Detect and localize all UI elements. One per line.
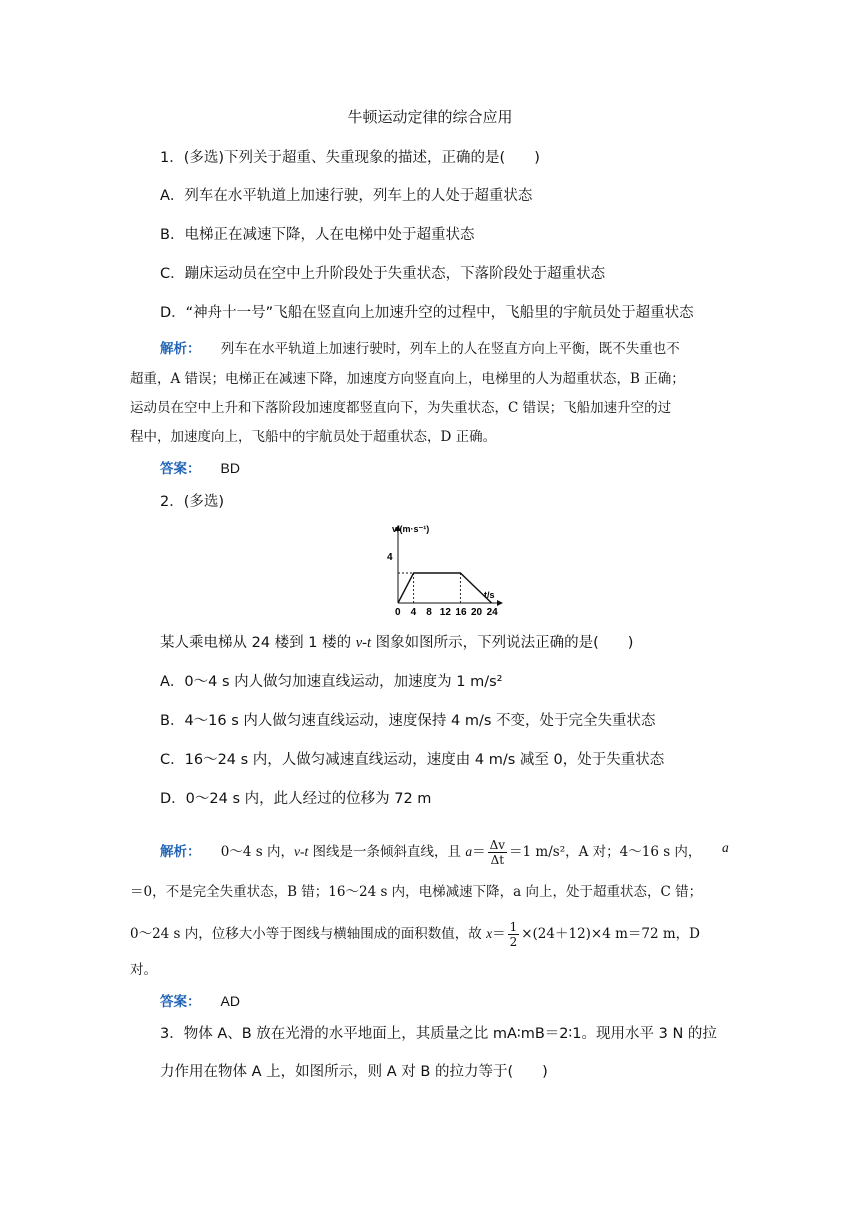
x-tick-label: 4 <box>410 607 417 618</box>
q1-option-a: A．列车在水平轨道上加速行驶，列车上的人处于超重状态 <box>160 188 533 204</box>
q1-analysis-label: 解析： <box>160 341 201 357</box>
q1-answer-value: BD <box>220 460 240 476</box>
x-tick-labels <box>395 607 498 618</box>
q2-option-a: A．0～4 s 内人做匀加速直线运动，加速度为 1 m/s² <box>160 674 503 690</box>
page-title: 牛顿运动定律的综合应用 <box>347 108 513 126</box>
q1-analysis-line-3: 运动员在空中上升和下落阶段加速度都竖直向下，为失重状态，C 错误；飞船加速升空的过 <box>130 400 672 416</box>
q1-option-c: C．蹦床运动员在空中上升阶段处于失重状态，下落阶段处于超重状态 <box>160 266 606 282</box>
q3-line-2: 力作用在物体 A 上，如图所示，则 A 对 B 的拉力等于( ) <box>160 1064 548 1080</box>
x-tick-label: 8 <box>426 607 432 618</box>
q1-analysis-line-4: 程中，加速度向上，飞船中的宇航员处于超重状态，D 正确。 <box>130 429 497 445</box>
q2-answer-value: AD <box>220 993 240 1009</box>
x-tick-label: 20 <box>471 607 483 618</box>
q2-stem: 2．(多选) <box>160 494 225 510</box>
x-tick-label: 24 <box>486 607 498 618</box>
x-tick-label: 0 <box>395 607 401 618</box>
fraction-dv-dt: $\frac{\Delta v}{\Delta t}$ <box>489 838 506 867</box>
q1-stem: 1．(多选)下列关于超重、失重现象的描述，正确的是( ) <box>160 150 540 166</box>
vt-series-line <box>398 573 492 603</box>
q1-option-d: D．“神舟十一号”飞船在竖直向上加速升空的过程中，飞船里的宇航员处于超重状态 <box>160 305 694 321</box>
vt-graph <box>378 518 508 624</box>
x-tick-label: 16 <box>455 607 467 618</box>
x-tick-label: 12 <box>439 607 451 618</box>
y-tick-label: 4 <box>387 552 393 563</box>
q1-analysis-line-2: 超重，A 错误；电梯正在减速下降，加速度方向竖直向上，电梯里的人为超重状态，B 正确； <box>130 371 685 387</box>
q2-analysis-line-2: ＝0，不是完全失重状态，B 错；16～24 s 内，电梯减速下降，a 向上，处于超重状态，C 错； <box>130 884 703 900</box>
fraction-half: $\frac{1}{2}$ <box>509 920 518 949</box>
guide-lines <box>398 573 460 603</box>
q3-line-1: 3．物体 A、B 放在光滑的水平地面上，其质量之比 mA∶mB＝2∶1。现用水平 3 N 的拉 <box>160 1026 717 1042</box>
q1-answer <box>160 457 240 477</box>
q1-answer-label: 答案： <box>160 461 201 477</box>
q2-answer <box>160 990 240 1010</box>
q2-analysis-line-3: 0～24 s 内，位移大小等于图线与横轴围成的面积数值，故 x＝ $\frac{1}{2}$ ×(24＋12)×4 m＝72 m，D <box>130 920 701 949</box>
q2-analysis-label: 解析： <box>160 844 201 860</box>
q1-option-b: B．电梯正在减速下降，人在电梯中处于超重状态 <box>160 227 475 243</box>
q2-option-c: C．16～24 s 内，人做匀减速直线运动，速度由 4 m/s 减至 0，处于失重状态 <box>160 752 665 768</box>
x-axis-label: t/s <box>484 590 495 600</box>
q2-analysis-line-4: 对。 <box>130 962 157 978</box>
q1-analysis-line-1: 解析： 列车在水平轨道上加速行驶时，列车上的人在竖直方向上平衡，既不失重也不 <box>160 341 680 357</box>
q2-analysis-line-1: 解析： 0～4 s 内，v-t 图线是一条倾斜直线，且 a＝ $\frac{\Delta v}{\Delta t}$ ＝1 m/s²，A 对；4～16 s 内， a <box>160 838 729 867</box>
q2-option-d: D．0～24 s 内，此人经过的位移为 72 m <box>160 791 432 807</box>
q2-question: 某人乘电梯从 24 楼到 1 楼的 v-t 图象如图所示，下列说法正确的是( ) <box>160 635 634 651</box>
q2-answer-label: 答案： <box>160 994 201 1010</box>
y-axis-label: v/(m·s⁻¹) <box>392 524 430 534</box>
q2-option-b: B．4～16 s 内人做匀速直线运动，速度保持 4 m/s 不变，处于完全失重状态 <box>160 713 656 729</box>
